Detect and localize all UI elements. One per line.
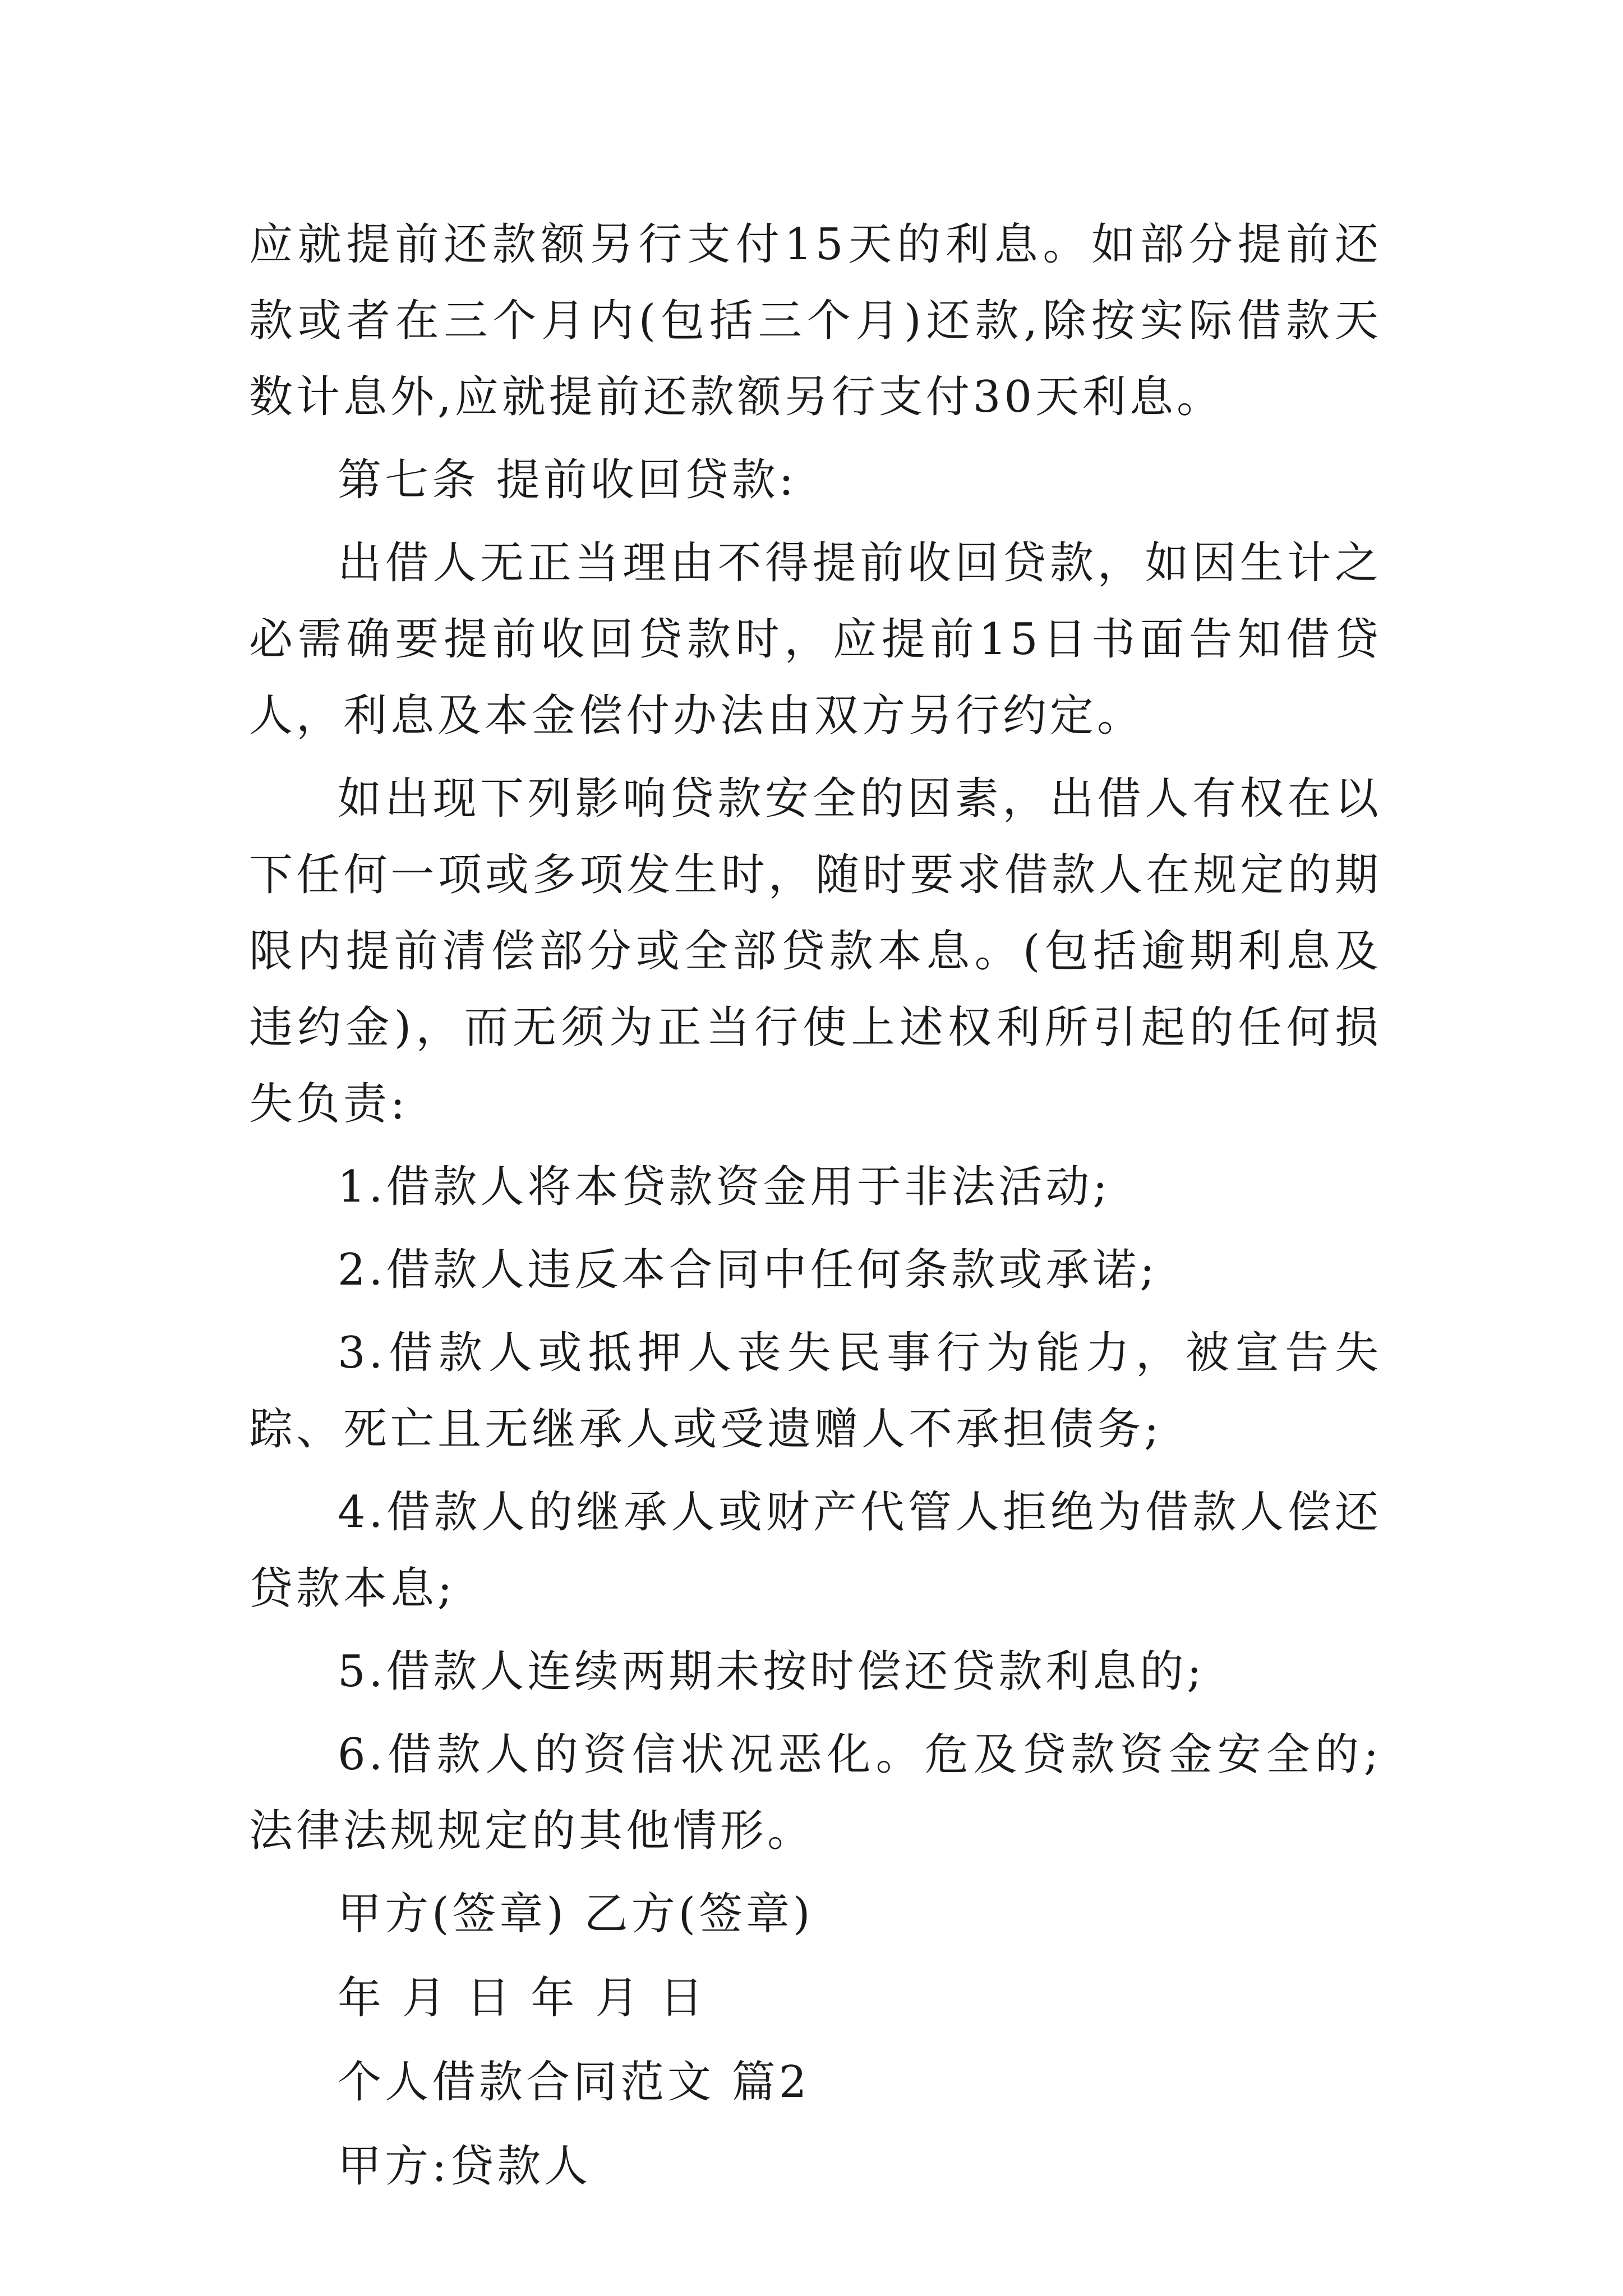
list-item-1: 1.借款人将本贷款资金用于非法活动; (338, 1162, 1111, 1212)
document-body (249, 206, 1382, 2212)
list-item-4: 4.借款人的继承人或财产代管人拒绝为借款人偿还贷款本息; (249, 1487, 1382, 1614)
date-line: 年 月 日 年 月 日 (338, 1973, 707, 2023)
paragraph-prepayment-interest: 应就提前还款额另行支付15天的利息。如部分提前还款或者在三个月内(包括三个月)还款,除按实际借款天数计息外,应就提前还款额另行支付30天利息。 (249, 219, 1382, 422)
signature-line: 甲方(签章) 乙方(签章) (338, 1889, 814, 1939)
section-title-part-2: 个人借款合同范文 篇2 (338, 2057, 810, 2108)
list-item-5: 5.借款人连续两期未按时偿还贷款利息的; (338, 1646, 1205, 1697)
article-7-heading: 第七条 提前收回贷款: (338, 455, 797, 505)
paragraph-risk-factors: 如出现下列影响贷款安全的因素，出借人有权在以下任何一项或多项发生时，随时要求借款人在规定的期限内提前清偿部分或全部贷款本息。(包括逾期利息及违约金)，而无须为正当行使上述权利所引起的任何损失负责: (249, 774, 1382, 1129)
list-item-6: 6.借款人的资信状况恶化。危及贷款资金安全的;法律法规规定的其他情形。 (249, 1729, 1382, 1856)
paragraph-early-recall: 出借人无正当理由不得提前收回贷款，如因生计之必需确要提前收回贷款时，应提前15日书面告知借贷人，利息及本金偿付办法由双方另行约定。 (249, 538, 1382, 741)
party-a-line: 甲方:贷款人 (338, 2141, 592, 2192)
list-item-2: 2.借款人违反本合同中任何条款或承诺; (338, 1245, 1158, 1295)
list-item-3: 3.借款人或抵押人丧失民事行为能力，被宣告失踪、死亡且无继承人或受遗赠人不承担债务; (249, 1328, 1382, 1455)
